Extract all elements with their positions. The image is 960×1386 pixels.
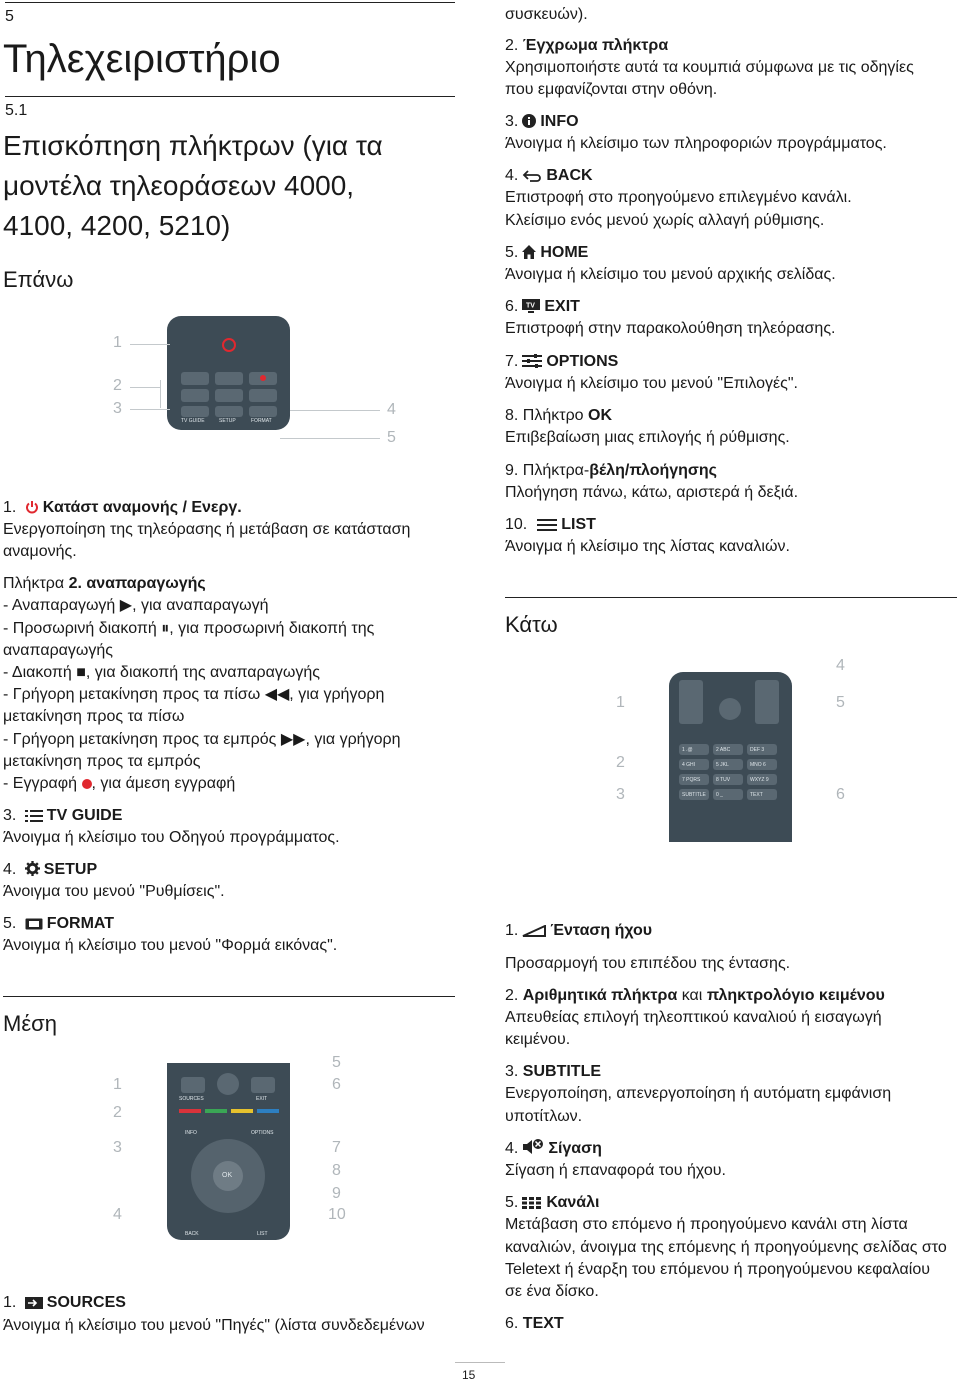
top-item4-heading [3, 859, 97, 883]
bot-item1-desc: Προσαρμογή του επιπέδου της έντασης. [505, 955, 791, 972]
top-item1-desc2: αναμονής. [3, 543, 77, 560]
keypad-key-label: MNO 6 [750, 762, 766, 768]
format-icon [25, 915, 43, 937]
mid-callout-8: 8 [332, 1162, 341, 1179]
bot-callout-4: 4 [836, 657, 845, 674]
mid-item8-num: 8. [505, 407, 519, 424]
mid-item10-title: LIST [561, 516, 596, 533]
keypad-key [679, 774, 709, 785]
bot-item3-title: SUBTITLE [522, 1063, 602, 1080]
setup-remote-button [215, 406, 243, 417]
tvguide-remote-button [181, 406, 209, 417]
sources-remote-button [181, 1077, 205, 1093]
keypad-key-label: 7 PQRS [682, 777, 701, 783]
mid-item8-title-pre: Πλήκτρο [522, 407, 584, 424]
mid-item4-num: 4. [505, 167, 519, 184]
top-leader-4 [290, 410, 380, 411]
mid-item4-desc2: Κλείσιμο ενός μενού χωρίς αλλαγή ρύθμισης. [505, 212, 825, 229]
back-icon [522, 167, 542, 189]
keypad-key-label: DEF 3 [750, 747, 765, 753]
mid-item10-num: 10. [505, 516, 528, 533]
top-callout-5: 5 [387, 429, 396, 446]
bot-item1-title: Ένταση ήχου [550, 922, 653, 939]
remote-label-options: OPTIONS [251, 1130, 274, 1136]
top-leader-2 [130, 387, 160, 388]
top-item4-desc: Άνοιγμα του μενού "Ρυθμίσεις". [3, 883, 225, 900]
keypad-key [747, 789, 777, 800]
bot-item2-desc2: κειμένου. [505, 1031, 571, 1048]
keypad-key-label: 1 .@ [682, 747, 693, 753]
mid-item4-desc1: Επιστροφή στο προηγούμενο επιλεγμένο κανάλι. [505, 189, 852, 206]
mid-item1-desc-cont: συσκευών). [505, 6, 588, 23]
top-item5-heading [3, 913, 114, 937]
top-item1-title: Κατάστ αναμονής / Ενεργ. [42, 499, 242, 516]
remote-bottom-body [669, 672, 792, 842]
mid-item3-num: 3. [505, 113, 519, 130]
keypad-key-label: 8 TUV [716, 777, 731, 783]
mid-callout-6: 6 [332, 1076, 341, 1093]
top-item2-title: 2. αναπαραγωγής [68, 575, 206, 592]
play-line-6: μετακίνηση προς τα πίσω [3, 708, 185, 725]
top-leader-3 [130, 409, 170, 410]
remote-label-setup: SETUP [219, 418, 236, 424]
keypad-key-label: WXYZ 9 [750, 777, 769, 783]
bot-item4-desc: Σίγαση ή επαναφορά του ήχου. [505, 1162, 726, 1179]
remote-label-exit: EXIT [256, 1096, 268, 1102]
mid-item3-title: INFO [540, 113, 579, 130]
bot-callout-5: 5 [836, 694, 845, 711]
mid-callout-9: 9 [332, 1185, 341, 1202]
bot-item6-heading [505, 1313, 564, 1335]
power-button [222, 338, 236, 352]
mid-item2-desc1: Χρησιμοποιήστε αυτά τα κουμπιά σύμφωνα με τις οδηγίες [505, 59, 914, 76]
keypad-key-label: SUBTITLE [682, 792, 706, 798]
bot-item3-heading [505, 1061, 601, 1083]
top-item3-heading [3, 805, 122, 829]
rewind-button [181, 389, 209, 402]
stop-button [181, 372, 209, 385]
mid-item9-title: βέλη/πλοήγησης [589, 462, 717, 479]
section-title-line2: μοντέλα τηλεοράσεων 4000, [3, 170, 355, 201]
top-leader-5 [280, 438, 380, 439]
mid-item3-heading [505, 111, 579, 135]
mid-item10-desc1: Άνοιγμα ή κλείσιμο της λίστας καναλιών. [505, 538, 790, 555]
keypad-key-label: 4 GHI [682, 762, 696, 768]
mid-item9-heading [505, 460, 717, 482]
bot-item1-num: 1. [505, 922, 519, 939]
tvguide-icon [25, 807, 43, 829]
mid-item6-num: 6. [505, 298, 519, 315]
top-item2-prefix: Πλήκτρα [3, 575, 65, 592]
keypad-key [713, 789, 743, 800]
mid-item4-title: BACK [546, 167, 593, 184]
yellow-key [231, 1109, 253, 1113]
mid-item3-desc1: Άνοιγμα ή κλείσιμο των πληροφοριών προγράμματος. [505, 135, 887, 152]
mid-item5-title: HOME [540, 244, 589, 261]
blue-key [257, 1109, 279, 1113]
top-callout-3: 3 [113, 400, 122, 417]
bot-item4-num: 4. [505, 1140, 519, 1157]
ok-remote-button [213, 1161, 243, 1191]
info-icon [522, 113, 536, 135]
top-item2-heading [3, 573, 206, 595]
footer-rule [455, 1362, 505, 1363]
section-rule [5, 96, 455, 97]
mid-item9-desc1: Πλοήγηση πάνω, κάτω, αριστερά ή δεξιά. [505, 484, 799, 501]
bot-item3-desc2: υποτίτλων. [505, 1108, 583, 1125]
top-item5-desc: Άνοιγμα ή κλείσιμο του μενού "Φορμά εικόνας". [3, 937, 338, 954]
play-line-4: - Διακοπή ■, για διακοπή της αναπαραγωγής [3, 664, 321, 681]
keypad-key [679, 744, 709, 755]
ffwd-button [249, 389, 277, 402]
mid-callout-1: 1 [113, 1076, 122, 1093]
home-remote-button [217, 1073, 239, 1095]
volume-rocker [679, 680, 703, 724]
sources-icon [25, 1294, 43, 1316]
red-key [179, 1109, 201, 1113]
top-rule [5, 2, 455, 3]
keypad-key [747, 774, 777, 785]
mid-item6-desc1: Επιστροφή στην παρακολούθηση τηλεόρασης. [505, 320, 836, 337]
list-icon [537, 516, 557, 538]
bot-callout-1: 1 [616, 694, 625, 711]
remote-top-body [167, 316, 290, 430]
top-item3-title: TV GUIDE [46, 807, 123, 824]
top-item5-title: FORMAT [46, 915, 115, 932]
keypad-key [747, 744, 777, 755]
tv-exit-icon [522, 298, 540, 320]
top-item4-num: 4. [3, 861, 17, 878]
page-number-top: 5 [5, 8, 14, 25]
play-line-8: μετακίνηση προς τα εμπρός [3, 753, 201, 770]
mid-item8-heading [505, 405, 612, 427]
channel-icon [522, 1194, 542, 1216]
top-item4-title: SETUP [43, 861, 98, 878]
mid-callout-5: 5 [332, 1054, 341, 1071]
top-item1-num: 1. [3, 499, 17, 516]
record-line-post: , για άμεση εγγραφή [91, 775, 236, 792]
keypad-key [713, 774, 743, 785]
mid-item8-title: OK [588, 407, 613, 424]
mid-callout-4: 4 [113, 1206, 122, 1223]
mid-item2-desc2: που εμφανίζονται στην οθόνη. [505, 81, 718, 98]
remote-label-sources: SOURCES [179, 1096, 204, 1102]
pause-button [215, 372, 243, 385]
footer-page-number: 15 [462, 1368, 476, 1382]
mid-item7-heading [505, 351, 618, 375]
bot-item3-num: 3. [505, 1063, 519, 1080]
chapter-title: Τηλεχειριστήριο [3, 37, 281, 81]
bot-item5-desc1: Μετάβαση στο επόμενο ή προηγούμενο κανάλι στη λίστα [505, 1216, 908, 1233]
top-item5-num: 5. [3, 915, 17, 932]
record-dot-icon [82, 779, 92, 789]
bot-item4-heading [505, 1138, 602, 1162]
mid-item1-title: SOURCES [46, 1294, 126, 1311]
bot-item6-title: TEXT [522, 1315, 564, 1332]
top-leader-1 [130, 344, 170, 345]
top-callout-1: 1 [113, 334, 122, 351]
mute-remote-button [719, 698, 741, 720]
bot-item6-num: 6. [505, 1315, 519, 1332]
bot-item2-heading [505, 985, 885, 1007]
bot-item2-num: 2. [505, 987, 519, 1004]
mid-item1-num: 1. [3, 1294, 17, 1311]
keypad-key-label: 2 ABC [716, 747, 731, 753]
mid-item9-num: 9. [505, 462, 519, 479]
green-key [205, 1109, 227, 1113]
channel-rocker [755, 680, 779, 724]
mid-item2-title: Έγχρωμα πλήκτρα [522, 37, 669, 54]
mid-item7-num: 7. [505, 353, 519, 370]
record-line-pre: - Εγγραφή [3, 775, 78, 792]
middle-rule [3, 996, 455, 997]
bot-item2-title-a: Αριθμητικά πλήκτρα [522, 987, 678, 1004]
bot-callout-2: 2 [616, 754, 625, 771]
home-icon [522, 244, 536, 266]
mid-item7-desc1: Άνοιγμα ή κλείσιμο του μενού "Επιλογές". [505, 375, 798, 392]
bot-item5-title: Κανάλι [546, 1194, 600, 1211]
mid-item5-desc1: Άνοιγμα ή κλείσιμο του μενού αρχικής σελίδας. [505, 266, 836, 283]
play-button [215, 389, 243, 402]
top-item1-desc1: Ενεργοποίηση της τηλεόρασης ή μετάβαση σε κατάσταση [3, 521, 411, 538]
bottom-rule [505, 597, 957, 598]
mid-item4-heading [505, 165, 593, 189]
remote-label-back: BACK [185, 1231, 199, 1237]
mid-callout-7: 7 [332, 1139, 341, 1156]
bot-item3-desc1: Ενεργοποίηση, απενεργοποίηση ή αυτόματη εμφάνιση [505, 1085, 892, 1102]
play-line-3: αναπαραγωγής [3, 642, 114, 659]
bot-callout-3: 3 [616, 786, 625, 803]
record-line [3, 773, 235, 795]
top-item3-desc: Άνοιγμα ή κλείσιμο του Οδηγού προγράμματος. [3, 829, 340, 846]
bot-item1-heading [505, 920, 652, 944]
mid-item8-desc1: Επιβεβαίωση μιας επιλογής ή ρύθμισης. [505, 429, 790, 446]
mid-item5-num: 5. [505, 244, 519, 261]
bot-item5-num: 5. [505, 1194, 519, 1211]
remote-label-list: LIST [257, 1231, 268, 1237]
bot-item5-heading [505, 1192, 599, 1216]
top-callout-4: 4 [387, 401, 396, 418]
mute-icon [522, 1139, 544, 1162]
bot-item2-and: και [681, 987, 703, 1004]
remote-label-tvguide: TV GUIDE [181, 418, 205, 424]
play-line-1: - Αναπαραγωγή ▶, για αναπαραγωγή [3, 597, 269, 614]
mid-callout-10: 10 [328, 1206, 346, 1223]
remote-label-format: FORMAT [251, 418, 272, 424]
middle-heading: Μέση [3, 1011, 57, 1036]
bot-item5-desc2: καναλιών, άνοιγμα της επόμενης ή προηγούμενης σελίδας στο [505, 1239, 947, 1256]
mid-item6-heading [505, 296, 580, 320]
keypad-key [679, 789, 709, 800]
mid-item5-heading [505, 242, 588, 266]
keypad-key-label: 5 JKL [716, 762, 729, 768]
section-title-line1: Επισκόπηση πλήκτρων (για τα [3, 130, 383, 161]
play-line-7: - Γρήγορη μετακίνηση προς τα εμπρός ▶▶, για γρήγορη [3, 731, 401, 748]
mid-item9-title-pre: Πλήκτρα- [522, 462, 590, 479]
keypad-key-label: TEXT [750, 792, 763, 798]
svg-text:TV: TV [526, 302, 536, 310]
top-item3-num: 3. [3, 807, 17, 824]
record-button [249, 372, 277, 385]
remote-label-ok: OK [222, 1172, 233, 1179]
section-number: 5.1 [5, 102, 28, 119]
bot-item5-desc3: Teletext ή έναρξη του επόμενου ή προηγούμενου κεφαλαίου [505, 1261, 930, 1278]
bot-item2-desc1: Απευθείας επιλογή τηλεοπτικού καναλιού ή εισαγωγή [505, 1009, 882, 1026]
bot-item5-desc4: σε ένα δίσκο. [505, 1283, 599, 1300]
play-line-5: - Γρήγορη μετακίνηση προς τα πίσω ◀◀, για γρήγορη [3, 686, 385, 703]
remote-label-info: INFO [185, 1130, 197, 1136]
nav-ring [191, 1139, 265, 1213]
exit-remote-button [251, 1077, 275, 1093]
bot-item2-title-b: πληκτρολόγιο κειμένου [706, 987, 885, 1004]
keypad-key [713, 744, 743, 755]
mid-item10-heading [505, 514, 596, 538]
mid-item1-heading [3, 1292, 126, 1316]
keypad-key [713, 759, 743, 770]
section-title-line3: 4100, 4200, 5210) [3, 210, 231, 241]
format-remote-button [249, 406, 277, 417]
top-callout-2: 2 [113, 377, 122, 394]
bottom-heading: Κάτω [505, 612, 558, 637]
bot-item4-title: Σίγαση [548, 1140, 602, 1157]
mid-item1-desc: Άνοιγμα ή κλείσιμο του μενού "Πηγές" (λίστα συνδεδεμένων [3, 1317, 425, 1334]
top-leader-2b [160, 380, 161, 408]
keypad-key [679, 759, 709, 770]
keypad-key [747, 759, 777, 770]
remote-middle-body [167, 1063, 290, 1240]
bot-callout-6: 6 [836, 786, 845, 803]
power-icon [25, 499, 39, 521]
top-item1-heading [3, 497, 242, 521]
gear-icon [25, 861, 40, 883]
top-heading: Επάνω [3, 267, 74, 292]
mid-item6-title: EXIT [544, 298, 580, 315]
mid-callout-3: 3 [113, 1139, 122, 1156]
keypad-key-label: 0 _ [716, 792, 723, 798]
mid-item2-heading [505, 35, 668, 57]
mid-item2-num: 2. [505, 37, 519, 54]
volume-icon [522, 922, 546, 944]
mid-callout-2: 2 [113, 1104, 122, 1121]
options-icon [522, 353, 542, 375]
play-line-2: - Προσωρινή διακοπή ⏸, για προσωρινή διακοπή της [3, 620, 375, 637]
mid-item7-title: OPTIONS [546, 353, 619, 370]
